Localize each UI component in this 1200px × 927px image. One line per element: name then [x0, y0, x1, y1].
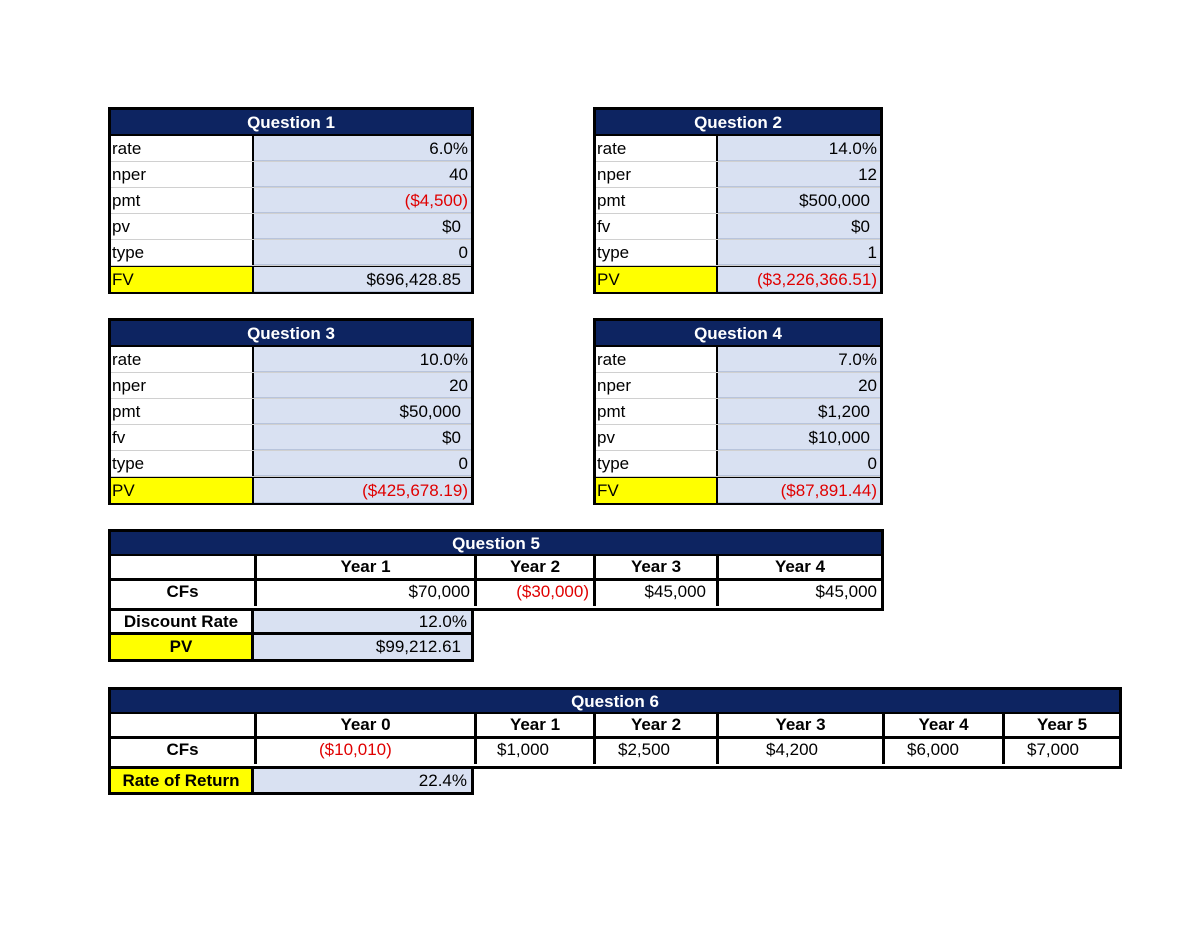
row-label[interactable]: nper	[596, 162, 718, 187]
table-row	[111, 240, 471, 266]
question-3-table	[108, 318, 474, 505]
cf-value[interactable]: ($10,010)	[257, 739, 477, 764]
cfs-row	[111, 581, 881, 606]
result-label[interactable]: PV	[596, 267, 718, 292]
result-row	[596, 477, 880, 503]
row-value[interactable]: 12	[718, 162, 880, 187]
result-row	[111, 266, 471, 292]
question-2-table	[593, 107, 883, 294]
row-label[interactable]: type	[111, 240, 254, 265]
question-5-table	[108, 529, 884, 611]
year-header-row	[111, 714, 1119, 739]
row-label[interactable]: rate	[596, 136, 718, 161]
row-label[interactable]: rate	[596, 347, 718, 372]
cf-value[interactable]: $7,000	[1027, 740, 1079, 759]
row-label[interactable]: pv	[111, 214, 254, 239]
table-row	[111, 451, 471, 477]
row-label[interactable]: pmt	[596, 399, 718, 424]
row-label[interactable]: pmt	[111, 188, 254, 213]
year-header[interactable]: Year 2	[596, 714, 719, 736]
row-label[interactable]: fv	[111, 425, 254, 450]
pv-result-label[interactable]: PV	[108, 632, 254, 662]
row-value[interactable]: 1	[718, 240, 880, 265]
row-label[interactable]: pv	[596, 425, 718, 450]
question-2-title: Question 2	[596, 110, 880, 136]
year-header[interactable]: Year 2	[477, 556, 596, 578]
table-row	[111, 214, 471, 240]
row-value[interactable]: $1,200	[718, 399, 880, 424]
question-3-title: Question 3	[111, 321, 471, 347]
table-row	[596, 425, 880, 451]
row-value[interactable]: $0	[718, 214, 880, 239]
table-row	[596, 451, 880, 477]
table-row	[596, 162, 880, 188]
row-value[interactable]: ($4,500)	[254, 188, 471, 213]
year-header[interactable]: Year 0	[257, 714, 477, 736]
year-header[interactable]: Year 1	[257, 556, 477, 578]
row-value[interactable]: 0	[254, 240, 471, 265]
table-row	[111, 136, 471, 162]
row-value[interactable]: 0	[718, 451, 880, 476]
row-label[interactable]: type	[596, 451, 718, 476]
row-value[interactable]: 7.0%	[718, 347, 880, 372]
result-value[interactable]: ($87,891.44)	[718, 478, 880, 503]
row-value[interactable]: $0	[254, 425, 471, 450]
cf-value[interactable]: $70,000	[257, 581, 477, 606]
rate-of-return-value[interactable]: 22.4%	[251, 766, 474, 795]
row-label[interactable]: pmt	[111, 399, 254, 424]
cfs-label[interactable]: CFs	[111, 581, 257, 606]
result-label[interactable]: PV	[111, 478, 254, 503]
row-label[interactable]: fv	[596, 214, 718, 239]
table-row	[596, 347, 880, 373]
table-row	[111, 373, 471, 399]
cfs-row	[111, 739, 1119, 764]
year-header[interactable]: Year 3	[596, 556, 719, 578]
question-6-table	[108, 687, 1122, 769]
result-value[interactable]: $696,428.85	[254, 267, 471, 292]
row-label[interactable]: rate	[111, 347, 254, 372]
cfs-label[interactable]: CFs	[111, 739, 257, 764]
row-value[interactable]: 10.0%	[254, 347, 471, 372]
question-5-title: Question 5	[111, 532, 881, 556]
pv-result-value[interactable]: $99,212.61	[251, 632, 474, 662]
row-value[interactable]: 40	[254, 162, 471, 187]
question-1-title: Question 1	[111, 110, 471, 136]
blank-cell	[111, 714, 257, 736]
discount-rate-label[interactable]: Discount Rate	[108, 608, 254, 635]
result-value[interactable]: ($3,226,366.51)	[718, 267, 880, 292]
year-header-row	[111, 556, 881, 581]
table-row	[596, 373, 880, 399]
table-row	[596, 214, 880, 240]
rate-of-return-label[interactable]: Rate of Return	[108, 766, 254, 795]
year-header[interactable]: Year 3	[719, 714, 885, 736]
table-row	[596, 399, 880, 425]
cf-value[interactable]: $45,000	[596, 581, 719, 606]
discount-rate-value[interactable]: 12.0%	[251, 608, 474, 635]
question-1-table	[108, 107, 474, 294]
table-row	[111, 162, 471, 188]
row-label[interactable]: nper	[111, 373, 254, 398]
row-label[interactable]: nper	[111, 162, 254, 187]
row-value[interactable]: 0	[254, 451, 471, 476]
table-row	[596, 240, 880, 266]
result-row	[111, 477, 471, 503]
result-label[interactable]: FV	[111, 267, 254, 292]
result-value[interactable]: ($425,678.19)	[254, 478, 471, 503]
question-4-table	[593, 318, 883, 505]
table-row	[111, 188, 471, 214]
year-header[interactable]: Year 1	[477, 714, 596, 736]
cf-value[interactable]: $1,000	[477, 739, 596, 764]
row-label[interactable]: nper	[596, 373, 718, 398]
row-value[interactable]: $10,000	[718, 425, 880, 450]
result-row	[596, 266, 880, 292]
row-value[interactable]: 20	[254, 373, 471, 398]
question-6-title: Question 6	[111, 690, 1119, 714]
cf-value[interactable]: $2,500	[596, 739, 719, 764]
table-row	[596, 136, 880, 162]
year-header[interactable]: Year 4	[774, 557, 826, 576]
table-row	[111, 425, 471, 451]
cf-value[interactable]: ($30,000)	[477, 581, 596, 606]
table-row	[111, 399, 471, 425]
row-value[interactable]: $500,000	[718, 188, 880, 213]
row-label[interactable]: pmt	[596, 188, 718, 213]
question-4-title: Question 4	[596, 321, 880, 347]
year-header[interactable]: Year 5	[1036, 715, 1088, 734]
row-value[interactable]: 20	[718, 373, 880, 398]
table-row	[596, 188, 880, 214]
row-label[interactable]: type	[596, 240, 718, 265]
row-value[interactable]: 14.0%	[718, 136, 880, 161]
year-header[interactable]: Year 4	[885, 714, 1005, 736]
row-label[interactable]: type	[111, 451, 254, 476]
result-label[interactable]: FV	[596, 478, 718, 503]
blank-cell	[111, 556, 257, 578]
cf-value[interactable]: $6,000	[885, 739, 1005, 764]
row-label[interactable]: rate	[111, 136, 254, 161]
cf-value[interactable]: $4,200	[719, 739, 885, 764]
row-value[interactable]: 6.0%	[254, 136, 471, 161]
cf-value[interactable]: $45,000	[815, 582, 877, 601]
table-row	[111, 347, 471, 373]
row-value[interactable]: $50,000	[254, 399, 471, 424]
row-value[interactable]: $0	[254, 214, 471, 239]
